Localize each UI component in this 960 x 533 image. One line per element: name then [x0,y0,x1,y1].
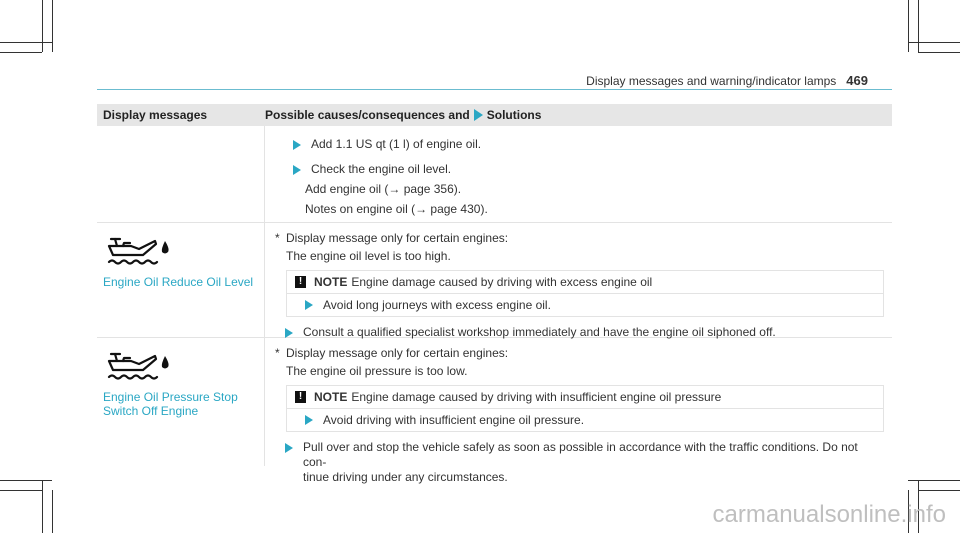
row-content-cell [265,338,892,484]
reference-text: Add engine oil (→ page 356). [305,182,462,196]
solution-arrow-icon [305,415,313,425]
crop-mark [42,480,43,533]
table-header [97,104,892,126]
warning-icon: ! [295,391,306,403]
crop-mark [52,0,53,52]
crop-mark [0,42,52,43]
row-label-cell [97,126,265,222]
solution-arrow-icon [305,300,313,310]
cause-text: The engine oil pressure is too low. [286,364,468,378]
solution-arrow-icon [293,140,301,150]
display-message-label: Engine Oil Reduce Oil Level [103,275,254,289]
oil-can-icon [103,346,175,386]
list-item: Pull over and stop the vehicle safely as soon as possible in accordance with the traffic conditions. Do not con- tinue driving under any circumstances. [275,440,884,485]
page-header [586,73,868,88]
col-display-messages: Display messages [103,108,208,122]
note-box: ! NOTE Engine damage caused by driving with insufficient engine oil pressure Avoid driving with insufficient engine oil pressure. [286,385,884,432]
reference-text: Notes on engine oil (→ page 430). [305,202,488,216]
footnote-line: * Display message only for certain engines: [275,346,509,360]
list-item: Add 1.1 US qt (1 l) of engine oil. [283,137,884,152]
solution-arrow-icon [285,328,293,338]
page-number: 469 [846,73,868,88]
solution-arrow-icon [293,165,301,175]
table-row [97,126,892,223]
crop-mark [42,0,43,52]
watermark: carmanualsonline.info [712,501,946,528]
messages-table [97,104,892,484]
crop-mark [0,480,52,481]
display-message-label: Engine Oil Pressure Stop Switch Off Engine [103,390,238,418]
crop-mark [908,42,960,43]
crop-mark [918,0,919,52]
header-rule [97,89,892,90]
section-title: Display messages and warning/indicator lamps [586,74,837,88]
crop-mark [918,490,960,491]
table-row [97,338,892,484]
note-box: ! NOTE Engine damage caused by driving with excess engine oil Avoid long journeys with excess engine oil. [286,270,884,317]
solution-arrow-icon [285,443,293,453]
table-row [97,223,892,338]
row-content-cell [265,126,892,222]
list-item: Consult a qualified specialist workshop immediately and have the engine oil siphoned off. [275,325,884,340]
oil-can-icon [103,231,175,271]
list-item: Check the engine oil level. [283,162,884,177]
crop-mark [0,490,42,491]
crop-mark [908,0,909,52]
col-causes-solutions: Possible causes/consequences and Solutions [265,108,542,122]
solution-arrow-icon [474,109,483,121]
row-label-cell [97,338,265,466]
crop-mark [0,52,42,53]
row-label-cell [97,223,265,337]
crop-mark [908,480,960,481]
footnote-line: * Display message only for certain engines: [275,231,509,245]
crop-mark [918,52,960,53]
crop-mark [52,490,53,533]
cause-text: The engine oil level is too high. [286,249,451,263]
warning-icon: ! [295,276,306,288]
row-content-cell [265,223,892,337]
